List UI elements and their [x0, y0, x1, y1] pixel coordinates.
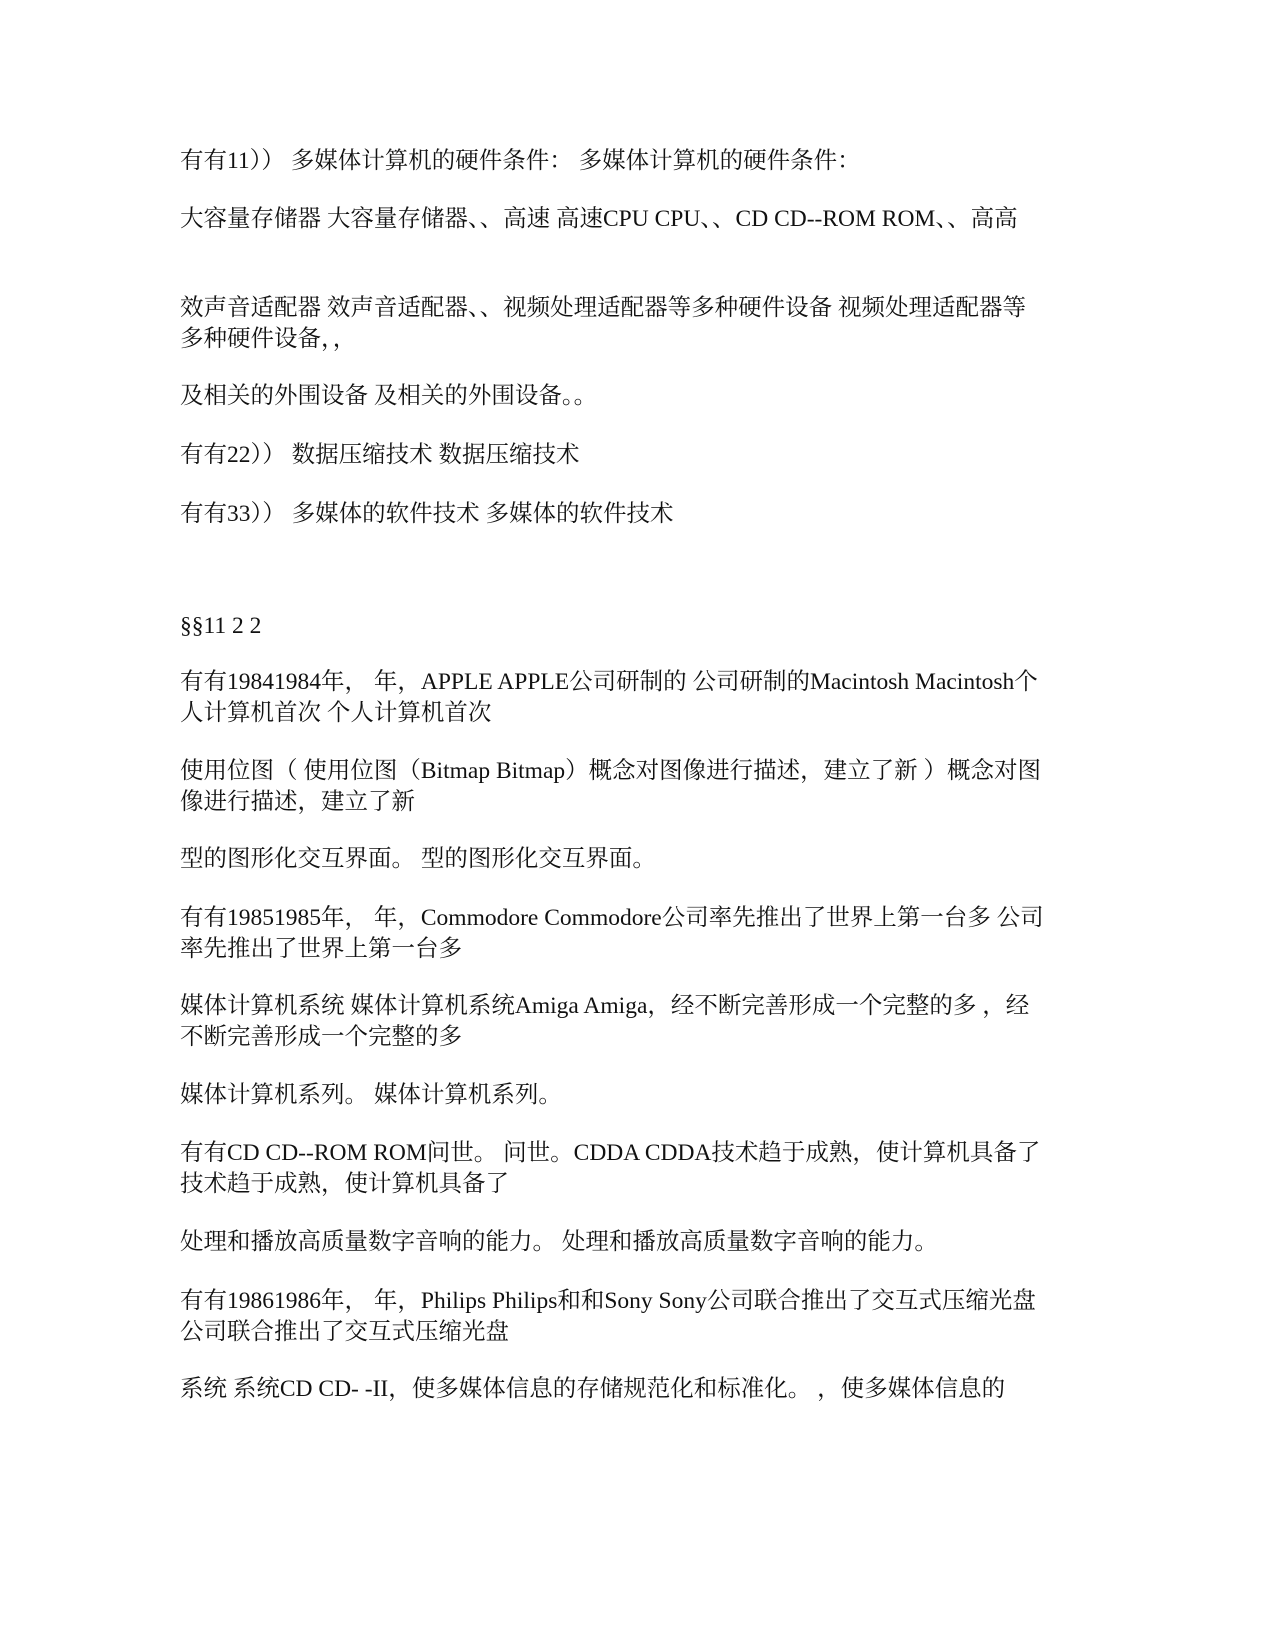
paragraph: 有有11）） 多媒体计算机的硬件条件： 多媒体计算机的硬件条件： [180, 148, 861, 174]
paragraph: 系统 系统CD CD- -II，使多媒体信息的存储规范化和标准化。 ，使多媒体信息的 [180, 1376, 1006, 1402]
paragraph: 媒体计算机系列。 媒体计算机系列。 [180, 1082, 562, 1108]
paragraph: 有有19851985年， 年，Commodore Commodore公司率先推出了世界上第一台多 公司率先推出了世界上第一台多 [180, 905, 1044, 962]
paragraph: 有有CD CD--ROM ROM问世。 问世。CDDA CDDA技术趋于成熟，使计算机具备了 技术趋于成熟，使计算机具备了 [180, 1140, 1041, 1197]
paragraph: 效声音适配器 效声音适配器、、视频处理适配器等多种硬件设备 视频处理适配器等多种硬件设备，， [180, 295, 1026, 352]
paragraph: 处理和播放高质量数字音响的能力。 处理和播放高质量数字音响的能力。 [180, 1229, 938, 1255]
paragraph: 有有19861986年， 年，Philips Philips和和Sony Sony公司联合推出了交互式压缩光盘 公司联合推出了交互式压缩光盘 [180, 1288, 1036, 1345]
paragraph: 大容量存储器 大容量存储器、、高速 高速CPU CPU、、CD CD--ROM ROM、、高高 [180, 206, 1018, 232]
paragraph: 有有22）） 数据压缩技术 数据压缩技术 [180, 442, 580, 468]
paragraph: 使用位图（ 使用位图（Bitmap Bitmap）概念对图像进行描述，建立了新 ）概念对图像进行描述，建立了新 [180, 758, 1042, 815]
paragraph: 有有19841984年， 年，APPLE APPLE公司研制的 公司研制的Macintosh Macintosh个人计算机首次 个人计算机首次 [180, 669, 1038, 726]
paragraph: 及相关的外围设备 及相关的外围设备。。 [180, 383, 598, 409]
paragraph: 媒体计算机系统 媒体计算机系统Amiga Amiga，经不断完善形成一个完整的多 ，经不断完善形成一个完整的多 [180, 993, 1030, 1050]
section-heading: §§11 2 2 [180, 613, 262, 639]
paragraph: 型的图形化交互界面。 型的图形化交互界面。 [180, 846, 656, 872]
paragraph: 有有33）） 多媒体的软件技术 多媒体的软件技术 [180, 501, 674, 527]
